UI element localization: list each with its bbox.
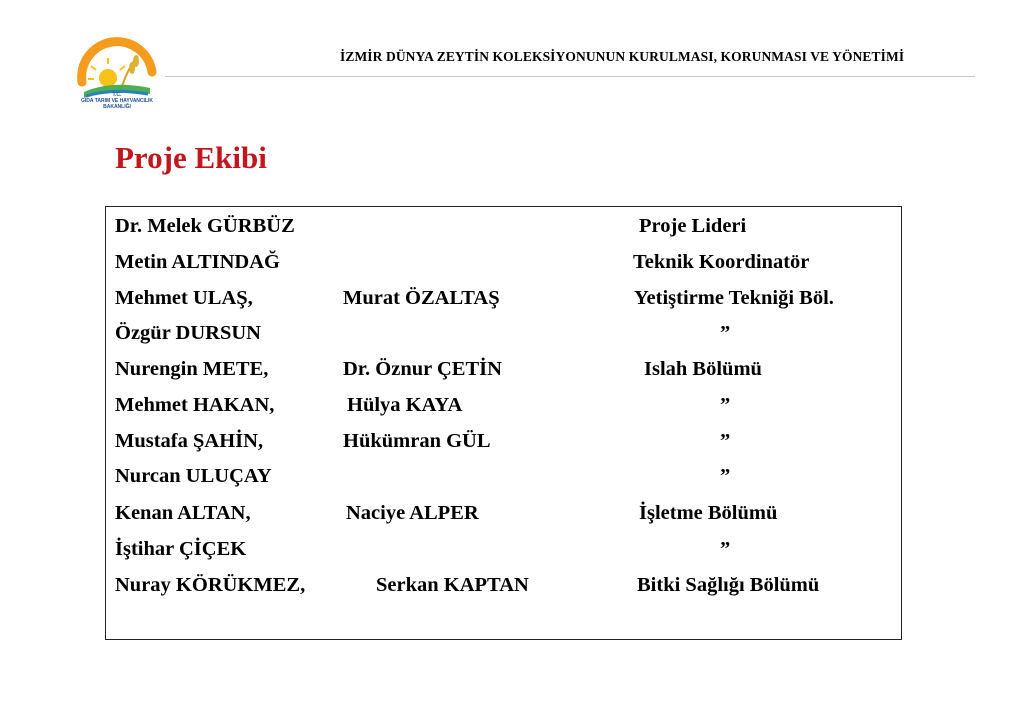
member-name: Kenan ALTAN, (115, 502, 251, 524)
member-name: Mehmet HAKAN, (115, 394, 275, 416)
header-title: İZMİR DÜNYA ZEYTİN KOLEKSİYONUNUN KURULMASI, KORUNMASI VE YÖNETİMİ (340, 49, 905, 64)
ditto-mark: ” (720, 465, 731, 487)
member-name: Nuray KÖRÜKMEZ, (115, 574, 306, 596)
logo-caption: T.C. GIDA TARIM VE HAYVANCILIK BAKANLIĞI (81, 92, 153, 110)
ditto-mark: ” (720, 430, 731, 452)
role-label: Yetiştirme Tekniği Böl. (634, 287, 834, 309)
member-name: Nurcan ULUÇAY (115, 465, 272, 487)
role-label: Islah Bölümü (644, 358, 762, 380)
member-name: Nurengin METE, (115, 358, 269, 380)
role-label: Teknik Koordinatör (633, 251, 810, 273)
member-name: Mehmet ULAŞ, (115, 287, 253, 309)
header-divider (165, 76, 975, 77)
member-name: Özgür DURSUN (115, 322, 261, 344)
ditto-mark: ” (720, 538, 731, 560)
page-title: Proje Ekibi (115, 140, 267, 175)
member-name: Hülya KAYA (347, 394, 463, 416)
member-name: Mustafa ŞAHİN, (115, 430, 264, 452)
ditto-mark: ” (720, 322, 731, 344)
role-label: İşletme Bölümü (639, 502, 778, 524)
member-name: Naciye ALPER (346, 502, 479, 524)
role-label: Proje Lideri (639, 215, 747, 237)
role-label: Bitki Sağlığı Bölümü (637, 574, 820, 596)
member-name: Dr. Öznur ÇETİN (343, 358, 502, 380)
member-name: Hükümran GÜL (343, 430, 491, 452)
member-name: İştihar ÇİÇEK (115, 538, 247, 560)
ditto-mark: ” (720, 394, 731, 416)
member-name: Dr. Melek GÜRBÜZ (115, 215, 295, 237)
member-name: Murat ÖZALTAŞ (343, 287, 500, 309)
member-name: Metin ALTINDAĞ (115, 251, 280, 273)
member-name: Serkan KAPTAN (376, 574, 529, 596)
team-table (105, 206, 902, 640)
